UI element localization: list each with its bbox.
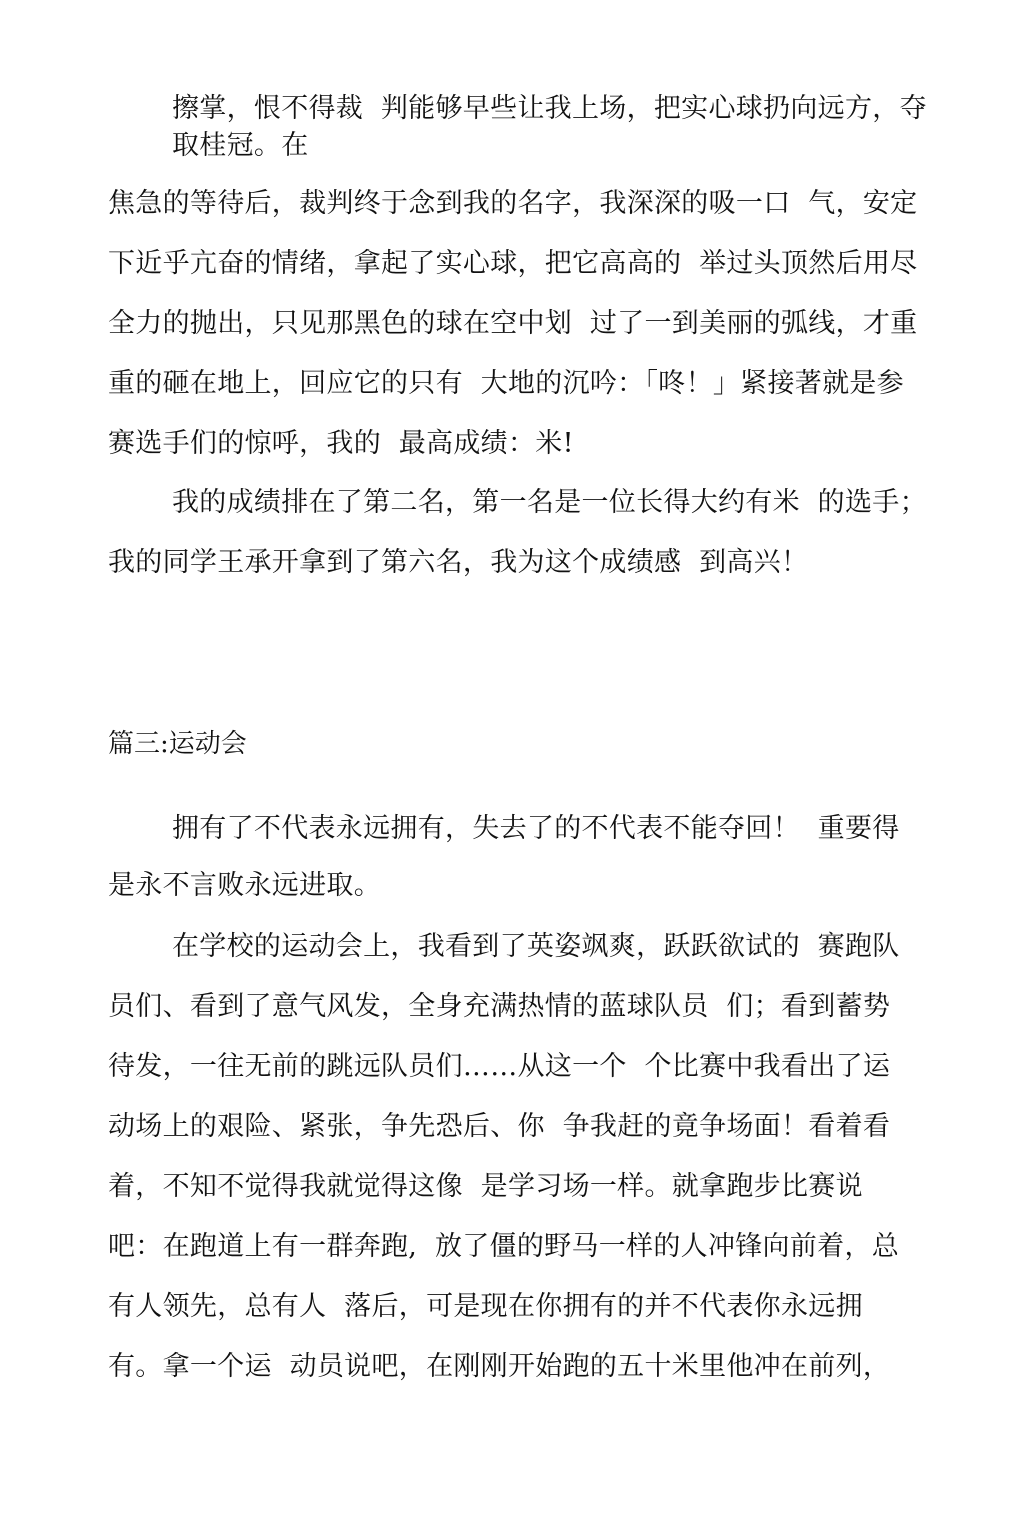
paragraph-1-line-1: 擦掌，恨不得裁 判能够早些让我上场，把实心球扔向远方，夺 [172,93,927,124]
paragraph-2-line-4: 重的砸在地上，回应它的只有 大地的沉吟：「咚！」紧接著就是参 [108,368,904,399]
paragraph-5-line-6: 吧：在跑道上有一群奔跑, 放了僵的野马一样的人冲锋向前着，总 [108,1231,900,1262]
paragraph-1-line-2: 取桂冠。在 [172,130,309,161]
section-heading: 篇三:运动会 [108,729,247,759]
paragraph-2-line-3: 全力的抛出，只见那黑色的球在空中划 过了一到美丽的弧线，才重 [108,308,918,339]
paragraph-3-line-2: 我的同学王承开拿到了第六名，我为这个成绩感 到高兴！ [108,547,809,578]
paragraph-2-line-2: 下近乎亢奋的情绪，拿起了实心球，把它高高的 举过头顶然后用尽 [108,248,918,279]
paragraph-5-line-4: 动场上的艰险、紧张，争先恐后、你 争我赶的竟争场面！看着看 [108,1111,891,1142]
paragraph-4-line-2: 是永不言败永远进取。 [108,870,381,901]
paragraph-3-line-1: 我的成绩排在了第二名，第一名是一位长得大约有米 的选手； [172,487,927,518]
paragraph-2-line-5: 赛选手们的惊呼，我的 最高成绩：米! [108,428,574,459]
paragraph-5-line-8: 有。拿一个运 动员说吧，在刚刚开始跑的五十米里他冲在前列， [108,1351,891,1382]
paragraph-5-line-5: 着，不知不觉得我就觉得这像 是学习场一样。就拿跑步比赛说 [108,1171,863,1202]
paragraph-5-line-1: 在学校的运动会上，我看到了英姿飒爽，跃跃欲试的 赛跑队 [172,931,900,962]
paragraph-5-line-3: 待发，一往无前的跳远队员们……从这一个 个比赛中我看出了运 [108,1051,891,1082]
paragraph-2-line-1: 焦急的等待后，裁判终于念到我的名字，我深深的吸一口 气，安定 [108,188,918,219]
paragraph-4-line-1: 拥有了不代表永远拥有，失去了的不代表不能夺回！ 重要得 [172,813,900,844]
paragraph-5-line-2: 员们、看到了意气风发，全身充满热情的蓝球队员 们；看到蓄势 [108,991,891,1022]
paragraph-5-line-7: 有人领先，总有人 落后，可是现在你拥有的并不代表你永远拥 [108,1291,863,1322]
